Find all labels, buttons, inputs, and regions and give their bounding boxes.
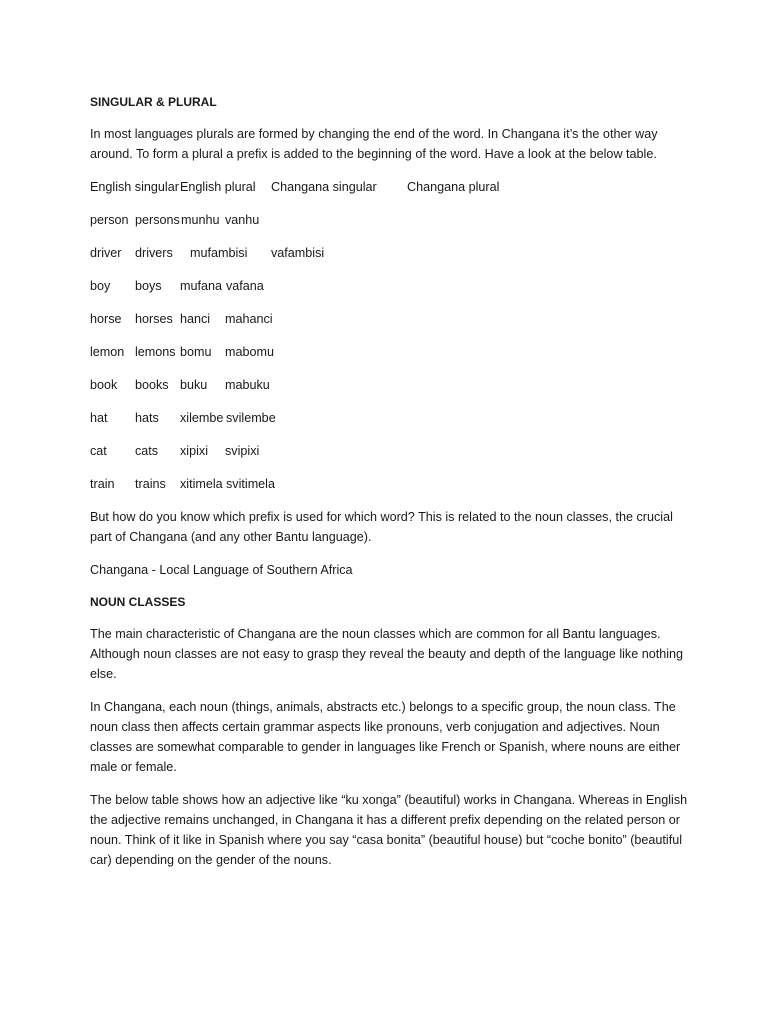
table-cell: vanhu (225, 213, 260, 227)
table-cell: lemon (90, 345, 125, 359)
table-row (90, 342, 690, 362)
table-cell: hanci (180, 312, 211, 326)
table-cell: mufambisi (190, 246, 248, 260)
intro-paragraph: In most languages plurals are formed by changing the end of the word. In Changana it’s the other way around. To form a plural a prefix is added to the beginning of the word. Have a look at the below table. (90, 127, 658, 161)
table-cell: cat (90, 444, 107, 458)
table-cell: vafana (226, 279, 264, 293)
table-cell: train (90, 477, 115, 491)
table-row (90, 243, 690, 263)
table-row (90, 375, 690, 395)
table-cell: bomu (180, 345, 212, 359)
column-header-changana-plural: Changana plural (407, 180, 500, 194)
table-cell: mufana (180, 279, 223, 293)
document-body (90, 93, 690, 883)
table-cell: book (90, 378, 118, 392)
column-header-english-plural: English plural (180, 180, 256, 194)
table-cell: mabomu (225, 345, 274, 359)
prefix-question-paragraph: But how do you know which prefix is used for which word? This is related to the noun classes, the crucial part of Changana (and any other Bantu language). (90, 510, 673, 544)
table-cell: horse (90, 312, 122, 326)
table-cell: persons (135, 213, 180, 227)
noun-classes-paragraph-2: In Changana, each noun (things, animals, abstracts etc.) belongs to a specific group, the noun class. The noun class then affects certain grammar aspects like pronouns, verb conjugation and adjectives. Noun classes are somewhat comparable to gender in languages like French or Spanish, where nouns are either male or female. (90, 700, 681, 774)
table-cell: books (135, 378, 169, 392)
table-cell: mabuku (225, 378, 270, 392)
table-cell: horses (135, 312, 173, 326)
table-cell: munhu (181, 213, 220, 227)
table-cell: xilembe (180, 411, 224, 425)
noun-classes-paragraph-3: The below table shows how an adjective like “ku xonga” (beautiful) works in Changana. Whereas in English the adjective remains unchanged, in Changana it has a different prefix depending on the related person or noun. Think of it like in Spanish where you say “casa bonita” (beautiful house) but “coche bonito” (beautiful car) depending on the gender of the nouns. (90, 793, 688, 867)
table-cell: boys (135, 279, 162, 293)
column-header-changana-singular: Changana singular (271, 180, 377, 194)
table-cell: svilembe (226, 411, 276, 425)
table-row (90, 276, 690, 296)
section-heading-singular-plural: SINGULAR & PLURAL (90, 95, 217, 109)
table-cell: xitimela (180, 477, 223, 491)
table-cell: driver (90, 246, 122, 260)
noun-classes-paragraph-1: The main characteristic of Changana are the noun classes which are common for all Bantu languages. Although noun classes are not easy to grasp they reveal the beauty and depth of the language like nothing else. (90, 627, 684, 681)
table-cell: hat (90, 411, 108, 425)
caption-text: Changana - Local Language of Southern Africa (90, 563, 353, 577)
table-cell: mahanci (225, 312, 273, 326)
table-cell: drivers (135, 246, 173, 260)
table-cell: cats (135, 444, 159, 458)
table-cell: person (90, 213, 129, 227)
table-cell: vafambisi (271, 246, 325, 260)
section-heading-noun-classes: NOUN CLASSES (90, 595, 186, 609)
table-row (90, 441, 690, 461)
table-row (90, 309, 690, 329)
table-cell: boy (90, 279, 111, 293)
table-cell: buku (180, 378, 208, 392)
table-row (90, 474, 690, 494)
table-cell: svipixi (225, 444, 260, 458)
table-cell: hats (135, 411, 159, 425)
table-row (90, 408, 690, 428)
table-cell: trains (135, 477, 166, 491)
table-cell: svitimela (226, 477, 275, 491)
table-row (90, 210, 690, 230)
table-header-row (90, 177, 690, 197)
table-cell: xipixi (180, 444, 208, 458)
column-header-english-singular: English singular (90, 180, 179, 194)
table-cell: lemons (135, 345, 176, 359)
